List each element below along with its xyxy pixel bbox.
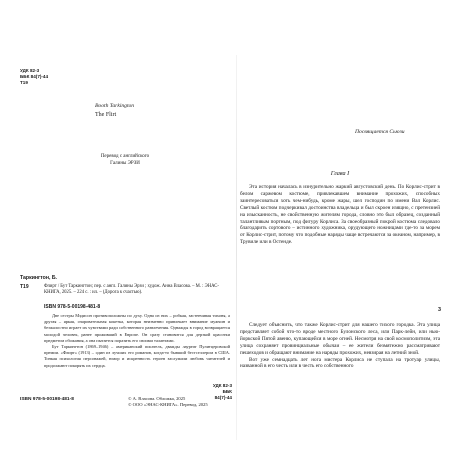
annotation-paragraph-2: Бут Таркингтон (1869–1946) – американский писатель, дважды лауреат Пулитцеровской премии. «Флирт» (1913) – один из лучших его романов, когда-то бывший бестселлером в США. Тонкая психология персонажей, юмор и искренность героев заслужили любовь читателей и продолжают покорять их сердца.: [44, 344, 230, 368]
chapter-paragraph-3: Вот уже семнадцать лет нога мистера Корлиса не ступала на тротуар улицы, названной в его честь или в честь его собственного: [240, 356, 440, 370]
isbn-bottom: ISBN 978-5-00198-481-8: [20, 397, 74, 402]
translation-credit: [80, 153, 170, 167]
right-page-chapter: [240, 55, 440, 440]
chapter-text-top: [240, 184, 440, 246]
bibliographic-isbn: ISBN 978-5-00198-481-8: [44, 304, 101, 310]
copyright-line-2: © ООО «ЭНАС-КНИГА». Перевод, 2025: [128, 402, 208, 408]
translation-line-2: Галины ЭРЗИ: [110, 161, 140, 166]
bibliographic-author: Таркингтон, Б.: [20, 275, 57, 281]
annotation: [44, 313, 230, 369]
udc-bottom-line: УДК 82-3: [212, 383, 232, 388]
page-fold-divider: [236, 55, 237, 440]
chapter-paragraph-1: Эта история началась в изнурительно жаркий августовский день. По Корлис-стрит в белом саржевом костюме, привлекавшем внимание прохожих, способных заинтересоваться хоть чем-нибудь, кроме жары, шел господин по имени Вал Корлис. Светлый костюм подчеркивал достоинства владельца и был скроен изящно, с претензией на изысканность, не свойственную жителям города, словно это был образец, созданный талантливым портным, под фигуру Корлиса. За своеобразный покрой костюма следовало благодарить сортового – истинного художника, орудующего ножницами где-то за морем от Корлис-стрит, потому что подобные наряды чаще встречаются за океаном, например, в Трувиле или в Остенде.: [240, 184, 440, 246]
udc-top-block: [20, 68, 48, 86]
bibliographic-description: Флирт / Бут Таркингтон; пер. с англ. Галины Эрзи ; худож. Анна Власова. – М. : ЭНАС-КНИГА, 2025. – 224 с. : ил. – (Дорога к счастью).: [44, 284, 219, 296]
translation-line-1: Перевод с английского: [100, 154, 150, 159]
annotation-paragraph-1: Две сестры Мэдисон противоположны по духу. Одна из них – робкая, застенчивая тихоня, а другая – яркая, очаровательная кокетка, которая неизменно привлекает внимание мужчин и безжалостно играет их чувствами ради собственного развлечения. Однажды в город возвращается молодой человек, ранее проживший в Европе. Он сразу становится для дерзкой красотки предметом обожания, а она пытается поразить его своими талантами.: [44, 313, 230, 343]
bibliographic-code: Т19: [20, 284, 29, 290]
left-page-imprint: [20, 55, 232, 440]
copyright-block: [128, 396, 232, 408]
original-title: The Flirt: [95, 112, 117, 118]
copyright-line-1: © А. Власова. Обложка, 2025: [128, 396, 186, 401]
dedication: Посвящается Сьюзи: [355, 129, 405, 135]
original-author: Booth Tarkington: [95, 103, 135, 109]
bbk-bottom-line: ББК 84(7)-44: [214, 389, 232, 400]
page-number: 3: [438, 307, 441, 313]
chapter-paragraph-2: Следует объяснить, что также Корлис-стрит для нашего тихого городка. Эта улица представляет собой что-то вроде местного Булонского леса, или Парк-лейн, или нью-йоркской Пятой авеню, купающейся в море огней. Несмотря на свой космополитизм, эта улица сохраняет провинциальные обычаи – ее жители безмятежно рассматривают пешеходов и обращают внимание на наряды прохожих, невзирая на летний зной.: [240, 322, 440, 356]
author-mark-top: Т19: [20, 80, 28, 85]
udc-top-line: УДК 82-3: [20, 68, 40, 73]
chapter-heading: Глава I: [330, 170, 350, 177]
bbk-top-line: ББК 84(7)-44: [20, 74, 49, 79]
chapter-text-bottom: [240, 322, 440, 370]
